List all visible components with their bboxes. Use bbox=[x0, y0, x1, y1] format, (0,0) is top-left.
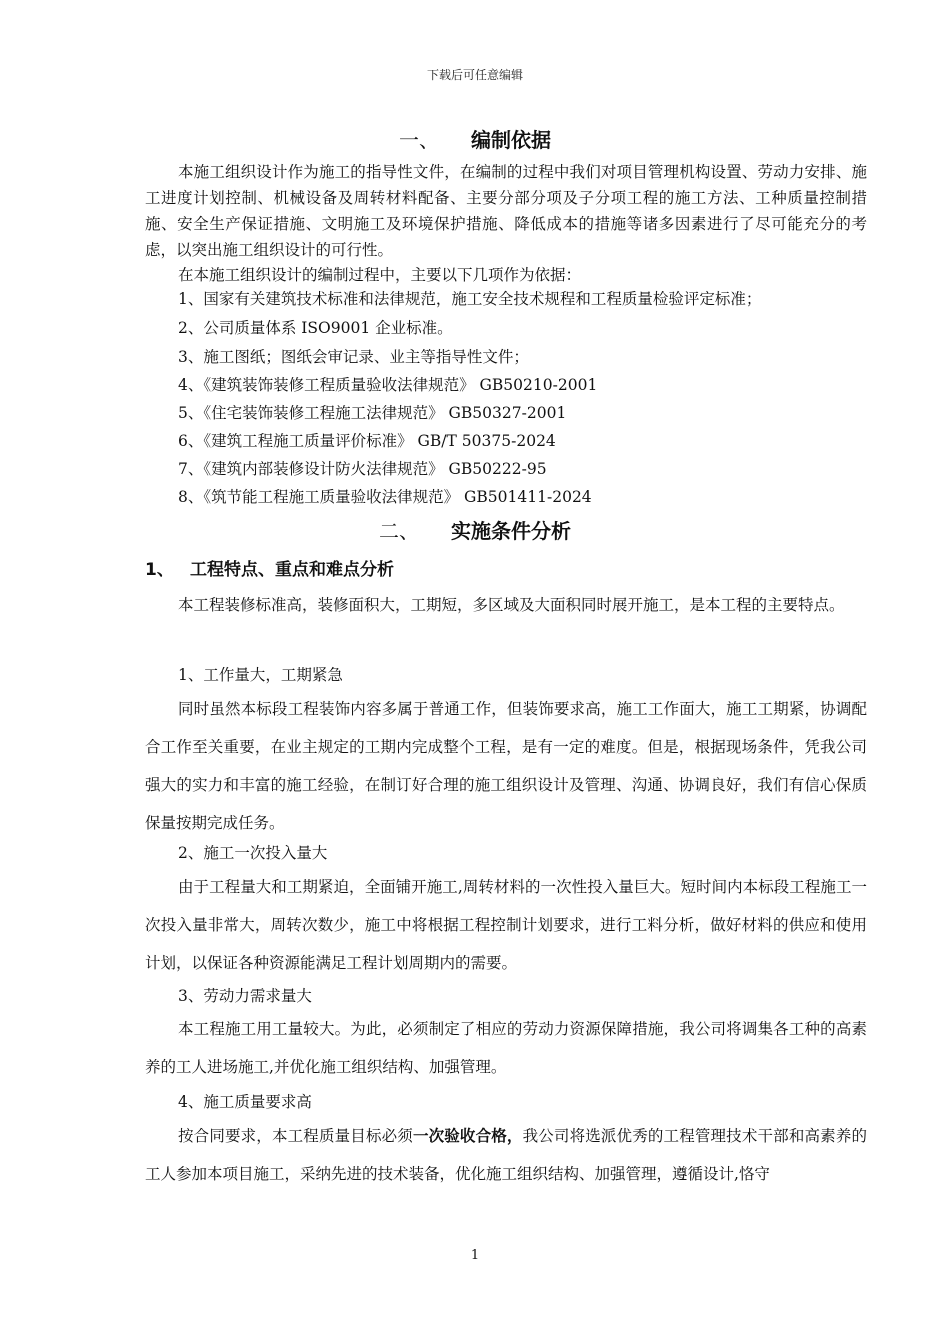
basis-item: 3、施工图纸；图纸会审记录、业主等指导性文件； bbox=[178, 348, 529, 366]
basis-item: 8、《筑节能工程施工质量验收法律规范》 GB501411-2024 bbox=[178, 488, 592, 506]
section-number: 一、 bbox=[399, 128, 439, 152]
point-heading: 1、工作量大，工期紧急 bbox=[178, 666, 343, 684]
intro-paragraph: 本施工组织设计作为施工的指导性文件，在编制的过程中我们对项目管理机构设置、劳动力安排、施工进度计划控制、机械设备及周转材料配备、主要分部分项及子分项工程的施工方法、工种质量控制措施、安全生产保证措施、文明施工及环境保护措施、降低成本的措施等诸多因素进行了尽可能充分的考虑，以突出施工组织设计的可行性。 bbox=[145, 163, 867, 259]
subsection-heading bbox=[145, 555, 394, 580]
point-heading: 4、施工质量要求高 bbox=[178, 1093, 312, 1111]
page-number: 1 bbox=[470, 1248, 480, 1263]
basis-item: 6、《建筑工程施工质量评价标准》 GB/T 50375-2024 bbox=[178, 432, 556, 450]
body-paragraph: 由于工程量大和工期紧迫，全面铺开施工,周转材料的一次性投入量巨大。短时间内本标段工程施工一次投入量非常大，周转次数少，施工中将根据工程控制计划要求，进行工料分析，做好材料的供应和使用计划，以保证各种资源能满足工程计划周期内的需要。 bbox=[145, 878, 867, 972]
point-heading: 2、施工一次投入量大 bbox=[178, 844, 328, 862]
basis-item: 7、《建筑内部装修设计防火法律规范》 GB50222-95 bbox=[178, 460, 547, 478]
basis-item: 5、《住宅装饰装修工程施工法律规范》 GB50327-2001 bbox=[178, 404, 567, 422]
page-header: 下载后可任意编辑 bbox=[426, 68, 523, 82]
basis-lead: 在本施工组织设计的编制过程中，主要以下几项作为依据： bbox=[178, 266, 582, 284]
section-heading-1 bbox=[0, 124, 950, 153]
body-paragraph: 本工程装修标准高，装修面积大，工期短，多区域及大面积同时展开施工，是本工程的主要特点。 bbox=[178, 596, 845, 614]
subsection-title: 工程特点、重点和难点分析 bbox=[190, 560, 394, 580]
basis-item: 2、公司质量体系 ISO9001 企业标准。 bbox=[178, 319, 453, 337]
body-paragraph: 本工程施工用工量较大。为此，必须制定了相应的劳动力资源保障措施，我公司将调集各工种的高素养的工人进场施工,并优化施工组织结构、加强管理。 bbox=[145, 1020, 867, 1076]
basis-item: 4、《建筑装饰装修工程质量验收法律规范》 GB50210-2001 bbox=[178, 376, 598, 394]
section-number: 二、 bbox=[379, 519, 419, 543]
point-heading: 3、劳动力需求量大 bbox=[178, 987, 312, 1005]
section-title: 实施条件分析 bbox=[451, 519, 571, 543]
basis-item: 1、国家有关建筑技术标准和法律规范，施工安全技术规程和工程质量检验评定标准； bbox=[178, 290, 762, 308]
emphasis-text: 一次验收合格， bbox=[412, 1126, 523, 1145]
body-paragraph bbox=[145, 1117, 867, 1193]
body-text: 我公司将选派优秀的工程管理技术干部和高素养的工人参加本项目施工，采纳先进的技术装备，优化施工组织结构、加强管理，遵循设计,恪守 bbox=[145, 1127, 867, 1183]
body-text: 按合同要求，本工程质量目标必须 bbox=[178, 1127, 413, 1145]
section-title: 编制依据 bbox=[471, 128, 551, 152]
subsection-number: 1、 bbox=[145, 560, 174, 580]
section-heading-2 bbox=[0, 515, 950, 544]
body-paragraph: 同时虽然本标段工程装饰内容多属于普通工作，但装饰要求高，施工工作面大，施工工期紧，协调配合工作至关重要，在业主规定的工期内完成整个工程，是有一定的难度。但是，根据现场条件，凭我公司强大的实力和丰富的施工经验，在制订好合理的施工组织设计及管理、沟通、协调良好，我们有信心保质保量按期完成任务。 bbox=[145, 700, 867, 832]
